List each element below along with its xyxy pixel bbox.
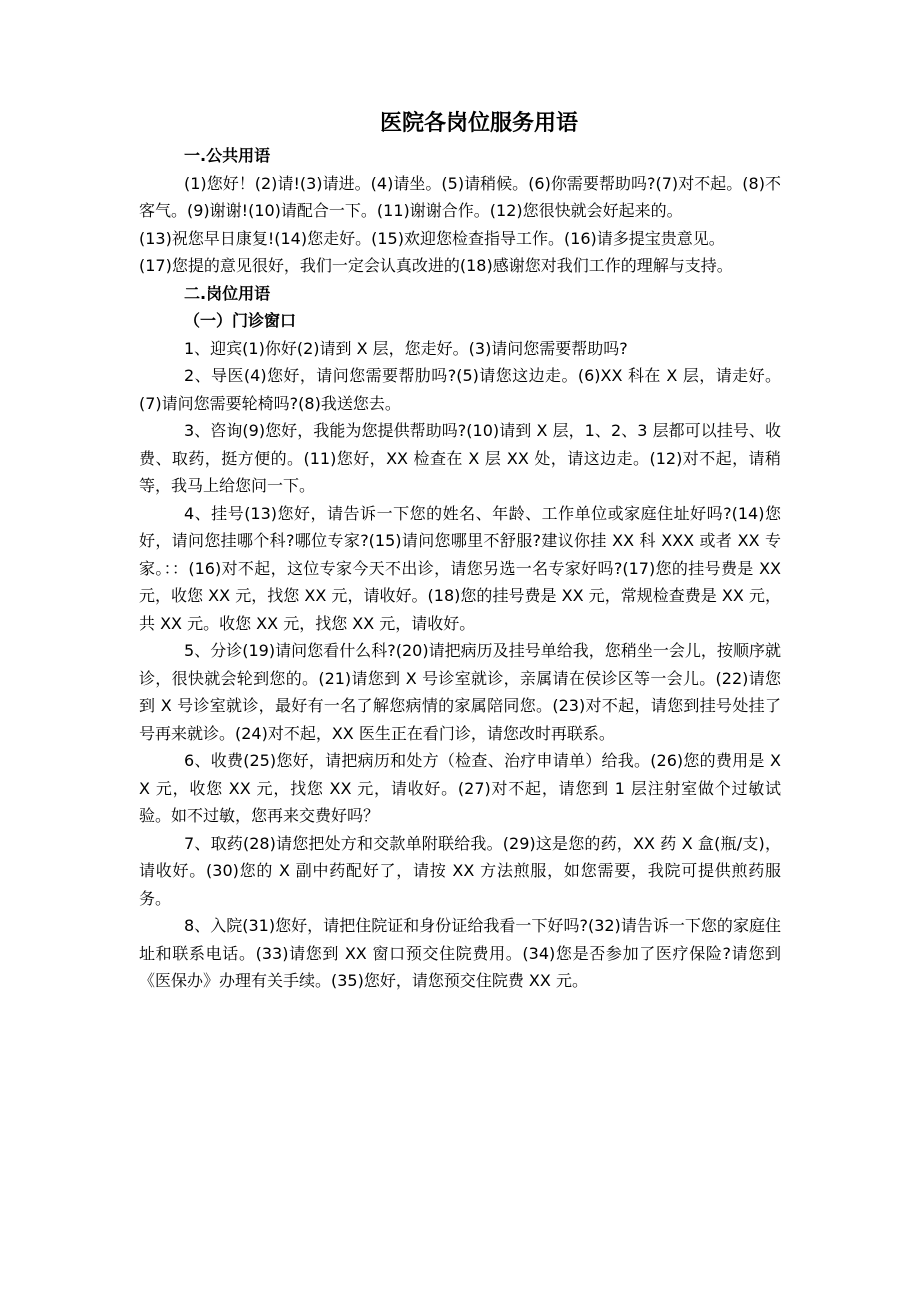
section-heading-public: 一.公共用语 bbox=[184, 146, 271, 165]
public-phrases-paragraph-1: (1)您好！(2)请!(3)请进。(4)请坐。(5)请稍候。(6)你需要帮助吗?(7)对不起。(8)不客气。(9)谢谢!(10)请配合一下。(11)谢谢合作。(12)您很快就会好起来的。 bbox=[139, 173, 781, 220]
post-item-registration: 4、挂号(13)您好，请告诉一下您的姓名、年龄、工作单位或家庭住址好吗?(14)您好，请问您挂哪个科?哪位专家?(15)请问您哪里不舒服?建议你挂 XX 科 XXX 或者 XX 专家。：：(16)对不起，这位专家今天不出诊，请您另选一名专家好吗?(17)您的挂号费是 XX 元，收您 XX 元，找您 XX 元，请收好。(18)您的挂号费是 XX 元，常规检查费是 XX 元，共 XX 元。收您 XX 元，找您 XX 元，请收好。 bbox=[139, 503, 781, 633]
post-item-guide: 2、导医(4)您好，请问您需要帮肋吗?(5)请您这边走。(6)XX 科在 X 层，请走好。(7)请问您需要轮椅吗?(8)我送您去。 bbox=[139, 366, 781, 413]
post-item-pharmacy: 7、取药(28)请您把处方和交款单附联给我。(29)这是您的药，XX 药 X 盒(瓶/支)，请收好。(30)您的 X 副中药配好了，请按 XX 方法煎服，如您需要，我院可提供煎药服务。 bbox=[139, 833, 781, 908]
post-item-payment: 6、收费(25)您好，请把病历和处方（检查、治疗申请单）给我。(26)您的费用是 XX 元，收您 XX 元，找您 XX 元，请收好。(27)对不起，请您到 1 层注射室做个过敏试验。如不过敏，您再来交费好吗？ bbox=[139, 751, 781, 825]
subsection-heading-outpatient: （一）门诊窗口 bbox=[184, 311, 297, 330]
post-item-admission: 8、入院(31)您好，请把住院证和身份证给我看一下好吗?(32)请告诉一下您的家庭住址和联系电话。(33)请您到 XX 窗口预交住院费用。(34)您是否参加了医疗保险?请您到《医保办》办理有关手续。(35)您好，请您预交住院费 XX 元。 bbox=[139, 916, 781, 990]
document-page bbox=[139, 106, 781, 995]
post-item-welcome: 1、迎宾(1)你好(2)请到 X 层，您走好。(3)请问您需要帮助吗? bbox=[184, 338, 628, 358]
public-phrases-paragraph-3: (17)您提的意见很好，我们一定会认真改进的(18)感谢您对我们工作的理解与支持。 bbox=[139, 256, 733, 275]
section-heading-post: 二.岗位用语 bbox=[184, 283, 271, 303]
document-title: 医院各岗位服务用语 bbox=[379, 111, 578, 136]
post-item-triage: 5、分诊(19)请问您看什么科?(20)请把病历及挂号单给我，您稍坐一会儿，按顺序就诊，很快就会轮到您的。(21)请您到 X 号诊室就诊，亲属请在侯诊区等一会儿。(22)请您到 X 号诊室就诊，最好有一名了解您病情的家属陪同您。(23)对不起，请您到挂号处挂了号再来就诊。(24)对不起，XX 医生正在看门诊，请您改时再联系。 bbox=[139, 641, 781, 743]
public-phrases-paragraph-2: (13)祝您早日康复!(14)您走好。(15)欢迎您检查指导工作。(16)请多提宝贵意见。 bbox=[139, 228, 725, 248]
post-item-consult: 3、咨询(9)您好，我能为您提供帮助吗?(10)请到 X 层，1、2、3 层都可以挂号、收费、取药，挺方便的。(11)您好，XX 检查在 X 层 XX 处，请这边走。(12)对不起，请稍等，我马上给您问一下。 bbox=[139, 421, 781, 495]
